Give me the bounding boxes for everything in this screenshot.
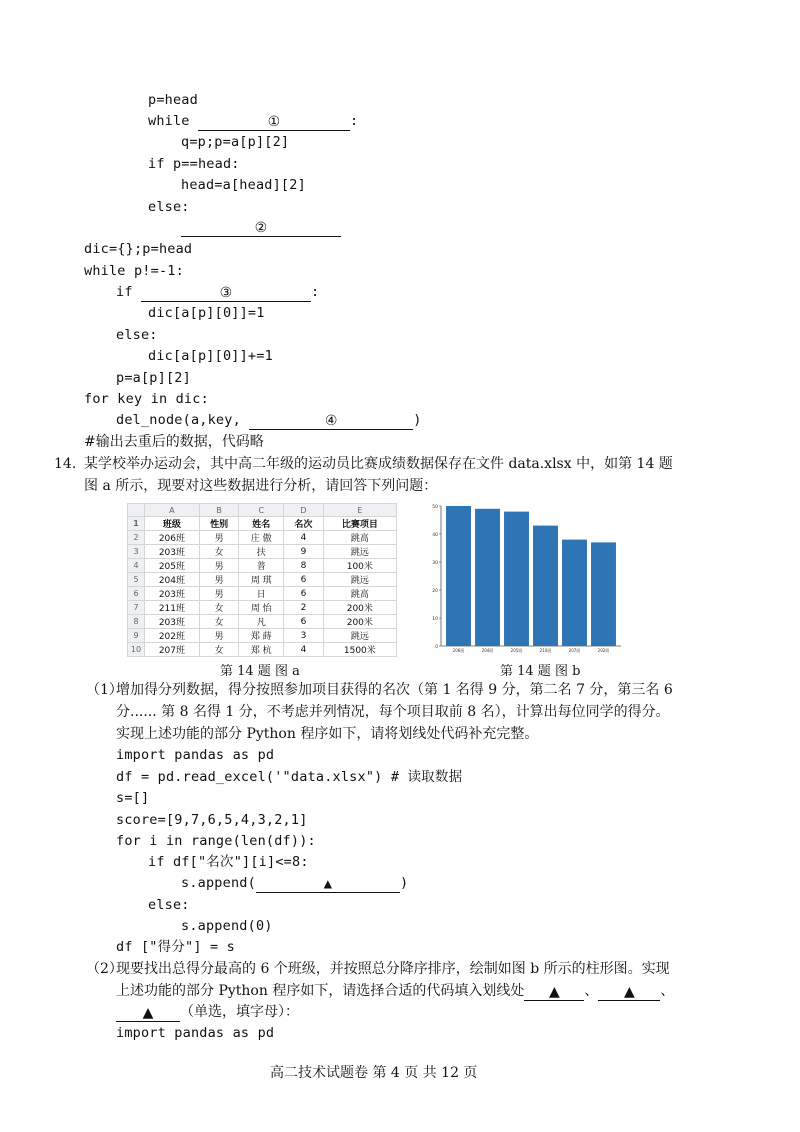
- question-text: 图 a 所示，现要对这些数据进行分析，请回答下列问题：: [84, 478, 438, 494]
- answer-blank-p2-3: [116, 1004, 180, 1022]
- corner-cell: [128, 504, 145, 517]
- table-cell: 男: [199, 587, 238, 601]
- part-text: 增加得分列数据，得分按照参加项目获得的名次（第 1 名得 9 分，第二名 7 分，第三名 6: [116, 682, 673, 698]
- bar-210班: [533, 526, 558, 646]
- separator: 、: [660, 983, 675, 999]
- code-line: df = pd.read_excel('"data.xlsx") # 读取数据: [116, 769, 463, 785]
- table-cell: 4: [284, 643, 323, 657]
- row-number: 2: [128, 531, 145, 545]
- blank-label: ②: [254, 220, 268, 236]
- table-cell: 6: [284, 587, 323, 601]
- code-line-with-blank: [181, 217, 341, 237]
- col-letter: B: [199, 504, 238, 517]
- answer-blank-1: [198, 113, 350, 131]
- row-number: 8: [128, 615, 145, 629]
- table-cell: 跳远: [323, 573, 396, 587]
- part-label: （1）: [86, 682, 123, 698]
- code-text: ): [399, 875, 409, 891]
- table-cell: 跳高: [323, 587, 396, 601]
- table-cell: 男: [199, 531, 238, 545]
- code-line: p=head: [148, 92, 198, 108]
- bar-205班: [504, 512, 529, 646]
- header-cell: 名次: [284, 517, 323, 531]
- code-text: ): [413, 412, 422, 428]
- table-cell: 跳远: [323, 545, 396, 559]
- table-cell: 扶: [239, 545, 284, 559]
- part-text: 实现上述功能的部分 Python 程序如下，请将划线处代码补充完整。: [116, 726, 539, 742]
- code-line: score=[9,7,6,5,4,3,2,1]: [116, 812, 308, 828]
- question-number: 14.: [54, 456, 77, 472]
- row-number: 5: [128, 573, 145, 587]
- table-row: [128, 615, 397, 629]
- table-cell: 周 琪: [239, 573, 284, 587]
- x-tick-label: 202班: [597, 648, 610, 653]
- figure-b-caption: 第 14 题 图 b: [500, 664, 581, 679]
- code-line: dic={};p=head: [84, 241, 193, 257]
- table-cell: 203班: [145, 545, 200, 559]
- answer-blank-p2-2: [598, 983, 660, 1001]
- part-text: 上述功能的部分 Python 程序如下，请选择合适的代码填入划线处: [116, 983, 525, 999]
- table-cell: 200米: [323, 601, 396, 615]
- code-text: if: [116, 284, 141, 300]
- code-line: for key in dic:: [84, 391, 209, 407]
- row-number: 1: [128, 517, 145, 531]
- y-tick-label: 20: [432, 589, 438, 594]
- bar-207班: [562, 540, 587, 646]
- table-cell: 郑 蒔: [239, 629, 284, 643]
- code-line: dic[a[p][0]]=1: [148, 305, 265, 321]
- x-tick-label: 207班: [568, 648, 581, 653]
- code-text: s.append(: [181, 875, 256, 891]
- header-cell: 性别: [199, 517, 238, 531]
- row-number: 6: [128, 587, 145, 601]
- col-letter: C: [239, 504, 284, 517]
- table-cell: 日: [239, 587, 284, 601]
- table-cell: 1500米: [323, 643, 396, 657]
- table-cell: 3: [284, 629, 323, 643]
- bar-204班: [475, 509, 500, 646]
- table-cell: 100米: [323, 559, 396, 573]
- table-cell: 202班: [145, 629, 200, 643]
- table-row: [128, 559, 397, 573]
- code-text: :: [310, 284, 320, 300]
- col-letter: A: [145, 504, 200, 517]
- y-tick-label: 40: [432, 533, 438, 538]
- table-cell: 211班: [145, 601, 200, 615]
- part-text: （单选，填字母）：: [180, 1004, 299, 1020]
- code-line: for i in range(len(df)):: [116, 833, 316, 849]
- table-cell: 2: [284, 601, 323, 615]
- blank-marker: ▲: [623, 984, 635, 1000]
- row-number: 3: [128, 545, 145, 559]
- x-tick-label: 210班: [539, 648, 552, 653]
- code-line-with-blank: [148, 111, 358, 131]
- part-text-with-blanks: [116, 1002, 299, 1022]
- answer-blank-2: [181, 219, 341, 237]
- code-line: q=p;p=a[p][2]: [181, 134, 290, 150]
- table-cell: 9: [284, 545, 323, 559]
- code-line-with-blank: [181, 873, 408, 893]
- table-cell: 女: [199, 545, 238, 559]
- table-cell: 跳远: [323, 629, 396, 643]
- table-cell: 200米: [323, 615, 396, 629]
- part-text: 现要找出总得分最高的 6 个班级，并按照总分降序排序，绘制如图 b 所示的柱形图。实现: [116, 961, 670, 977]
- x-tick-label: 205班: [510, 648, 523, 653]
- code-line-with-blank: [116, 410, 422, 430]
- header-cell: 比赛项目: [323, 517, 396, 531]
- table-row: [128, 587, 397, 601]
- code-text: :: [349, 113, 359, 129]
- header-cell: 班级: [145, 517, 200, 531]
- part-text: 分...... 第 8 名得 1 分，不考虑并列情况，每个项目取前 8 名），计算出每位同学的得分。: [116, 704, 670, 720]
- table-cell: 8: [284, 559, 323, 573]
- table-cell: 6: [284, 573, 323, 587]
- figure-a-caption: 第 14 题 图 a: [220, 664, 300, 679]
- x-tick-label: 206班: [452, 648, 465, 653]
- row-number: 7: [128, 601, 145, 615]
- row-number: 10: [128, 643, 145, 657]
- part-text-with-blanks: [116, 981, 674, 1001]
- code-line: df ["得分"] = s: [116, 939, 236, 955]
- separator: 、: [584, 983, 599, 999]
- table-cell: 6: [284, 615, 323, 629]
- code-line: if df["名次"][i]<=8:: [148, 854, 309, 870]
- code-line: s.append(0): [181, 918, 273, 934]
- answer-blank-3: [141, 284, 311, 302]
- table-cell: 男: [199, 629, 238, 643]
- code-line: dic[a[p][0]]+=1: [148, 348, 273, 364]
- table-cell: 女: [199, 643, 238, 657]
- blank-marker: ▲: [548, 984, 560, 1000]
- code-line: else:: [148, 897, 190, 913]
- code-line: if p==head:: [148, 156, 240, 172]
- blank-marker: ▲: [142, 1005, 154, 1021]
- blank-label: ④: [324, 413, 338, 429]
- table-cell: 跳高: [323, 531, 396, 545]
- code-line-with-blank: [116, 282, 319, 302]
- code-line: import pandas as pd: [116, 1025, 275, 1041]
- table-row: [128, 573, 397, 587]
- table-cell: 庄 傲: [239, 531, 284, 545]
- table-cell: 周 怡: [239, 601, 284, 615]
- blank-label: ①: [267, 114, 281, 130]
- table-row: [128, 601, 397, 615]
- sheet-header-row: [128, 517, 397, 531]
- table-cell: 205班: [145, 559, 200, 573]
- code-comment: #输出去重后的数据，代码略: [84, 434, 264, 450]
- blank-marker: ▲: [323, 876, 333, 892]
- table-cell: 普: [239, 559, 284, 573]
- y-tick-label: 10: [432, 617, 438, 622]
- row-number: 4: [128, 559, 145, 573]
- table-row: [128, 643, 397, 657]
- table-cell: 203班: [145, 587, 200, 601]
- code-line: import pandas as pd: [116, 747, 275, 763]
- table-row: [128, 545, 397, 559]
- page-footer: 高二技术试题卷 第 4 页 共 12 页: [270, 1065, 478, 1081]
- row-number: 9: [128, 629, 145, 643]
- code-line: s=[]: [116, 790, 150, 806]
- answer-blank-p1: [256, 875, 400, 893]
- bar-202班: [591, 542, 616, 646]
- table-cell: 郑 杭: [239, 643, 284, 657]
- spreadsheet-figure-a: [127, 503, 397, 657]
- code-text: del_node(a,key,: [116, 412, 250, 428]
- table-cell: 206班: [145, 531, 200, 545]
- sheet-column-letters: [128, 504, 397, 517]
- table-cell: 女: [199, 601, 238, 615]
- bar-chart-figure-b: [425, 500, 625, 656]
- code-line: else:: [148, 199, 190, 215]
- table-row: [128, 629, 397, 643]
- x-tick-label: 204班: [481, 648, 494, 653]
- table-cell: 204班: [145, 573, 200, 587]
- code-text: while: [148, 113, 198, 129]
- y-tick-label: 50: [432, 505, 438, 510]
- table-cell: 男: [199, 559, 238, 573]
- y-tick-label: 30: [432, 561, 438, 566]
- table-cell: 207班: [145, 643, 200, 657]
- part-label: （2）: [86, 961, 123, 977]
- question-text: 某学校举办运动会，其中高二年级的运动员比赛成绩数据保存在文件 data.xlsx 中，如第 14 题: [84, 456, 673, 472]
- col-letter: D: [284, 504, 323, 517]
- code-line: while p!=-1:: [84, 263, 184, 279]
- answer-blank-p2-1: [524, 983, 584, 1001]
- table-cell: 女: [199, 615, 238, 629]
- table-cell: 男: [199, 573, 238, 587]
- table-cell: 4: [284, 531, 323, 545]
- table-cell: 凡: [239, 615, 284, 629]
- header-cell: 姓名: [239, 517, 284, 531]
- code-line: else:: [116, 327, 158, 343]
- y-tick-label: 0: [435, 645, 438, 650]
- answer-blank-4: [249, 412, 413, 430]
- table-row: [128, 531, 397, 545]
- code-line: p=a[p][2]: [116, 370, 191, 386]
- code-line: head=a[head][2]: [181, 177, 306, 193]
- blank-label: ③: [219, 285, 233, 301]
- bar-206班: [446, 506, 471, 646]
- table-cell: 203班: [145, 615, 200, 629]
- col-letter: E: [323, 504, 396, 517]
